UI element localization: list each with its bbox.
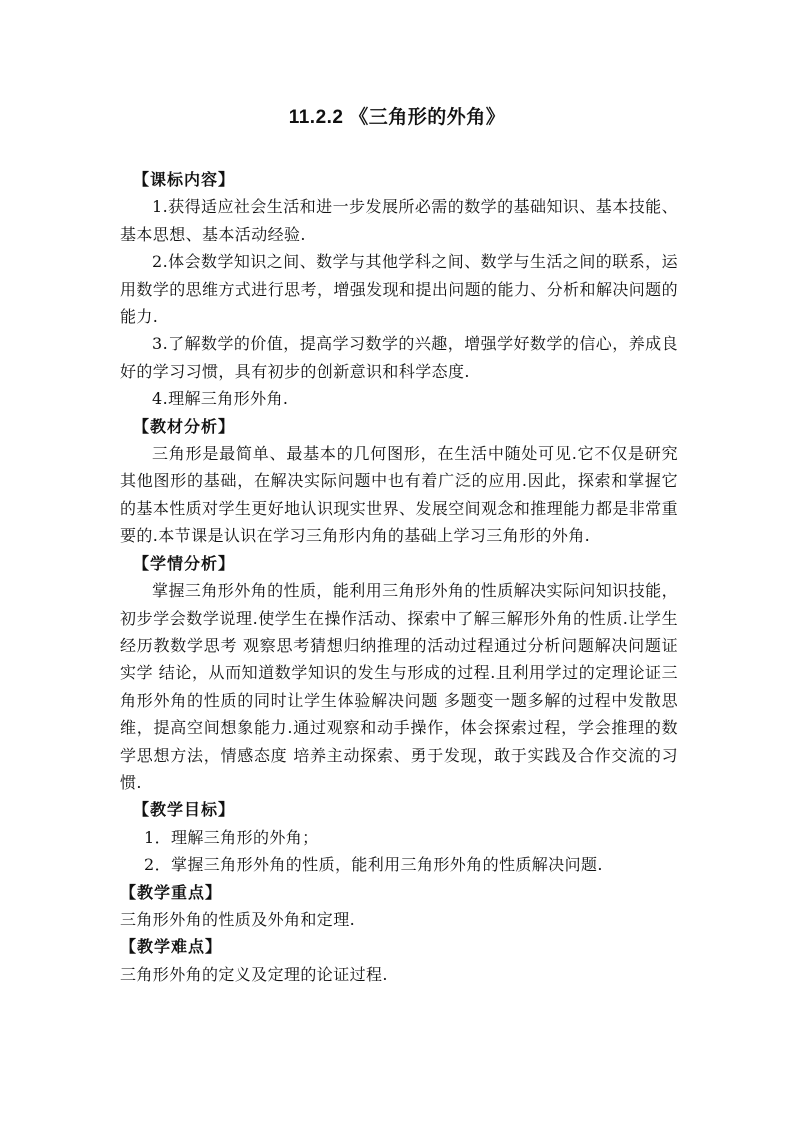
curriculum-item-1: 1.获得适应社会生活和进一步发展所必需的数学的基础知识、基本技能、基本思想、基本活动经验. [120,197,678,244]
section-heading-curriculum: 【课标内容】 [133,170,236,189]
difficulties-text: 三角形外角的定义及定理的论证过程. [120,964,388,984]
goal-item-1: 1．理解三角形的外角； [144,827,319,847]
keypoints-text: 三角形外角的性质及外角和定理. [120,909,356,929]
section-heading-keypoints: 【教学重点】 [120,882,223,902]
section-heading-textbook: 【教材分析】 [133,416,236,436]
section-heading-goals: 【教学目标】 [133,800,236,820]
page-title: 11.2.2 《三角形的外角》 [288,107,506,128]
textbook-analysis-text: 三角形是最简单、最基本的几何图形，在生活中随处可见.它不仅是研究其他图形的基础，在解决实际问题中也有着广泛的应用.因此，探索和掌握它的基本性质对学生更好地认识现实世界、发展空间观念和推理能力都是非常重要的.本节课是认识在学习三角形内角的基础上学习三角形的外角. [120,444,678,546]
document-body [120,166,678,988]
goal-item-2: 2．掌握三角形外角的性质，能利用三角形外角的性质解决问题. [144,855,603,875]
section-heading-students: 【学情分析】 [133,553,236,573]
students-analysis-text: 掌握三角形外角的性质，能利用三角形外角的性质解决实际问知识技能，初步学会数学说理.使学生在操作活动、探索中了解三解形外角的性质.让学生经历教数学思考 观察思考猜想归纳推理的活动过程通过分析问题解决问题证实学 结论，从而知道数学知识的发生与形成的过程.且利用学过的定理论证三角形外角的性质的同时让学生体验解决问题 多题变一题多解的过程中发散思维，提高空间想象能力.通过观察和动手操作，体会探索过程，学会推理的数学思想方法，情感态度 培养主动探索、勇于发现，敢于实践及合作交流的习惯. [120,581,678,792]
curriculum-item-3: 3.了解数学的价值，提高学习数学的兴趣，增强学好数学的信心，养成良好的学习习惯，具有初步的创新意识和科学态度. [120,334,678,381]
curriculum-item-4: 4.理解三角形外角. [152,389,289,409]
section-heading-difficulties: 【教学难点】 [120,937,223,957]
curriculum-item-2: 2.体会数学知识之间、数学与其他学科之间、数学与生活之间的联系，运用数学的思维方式进行思考，增强发现和提出问题的能力、分析和解决问题的能力. [120,252,678,327]
